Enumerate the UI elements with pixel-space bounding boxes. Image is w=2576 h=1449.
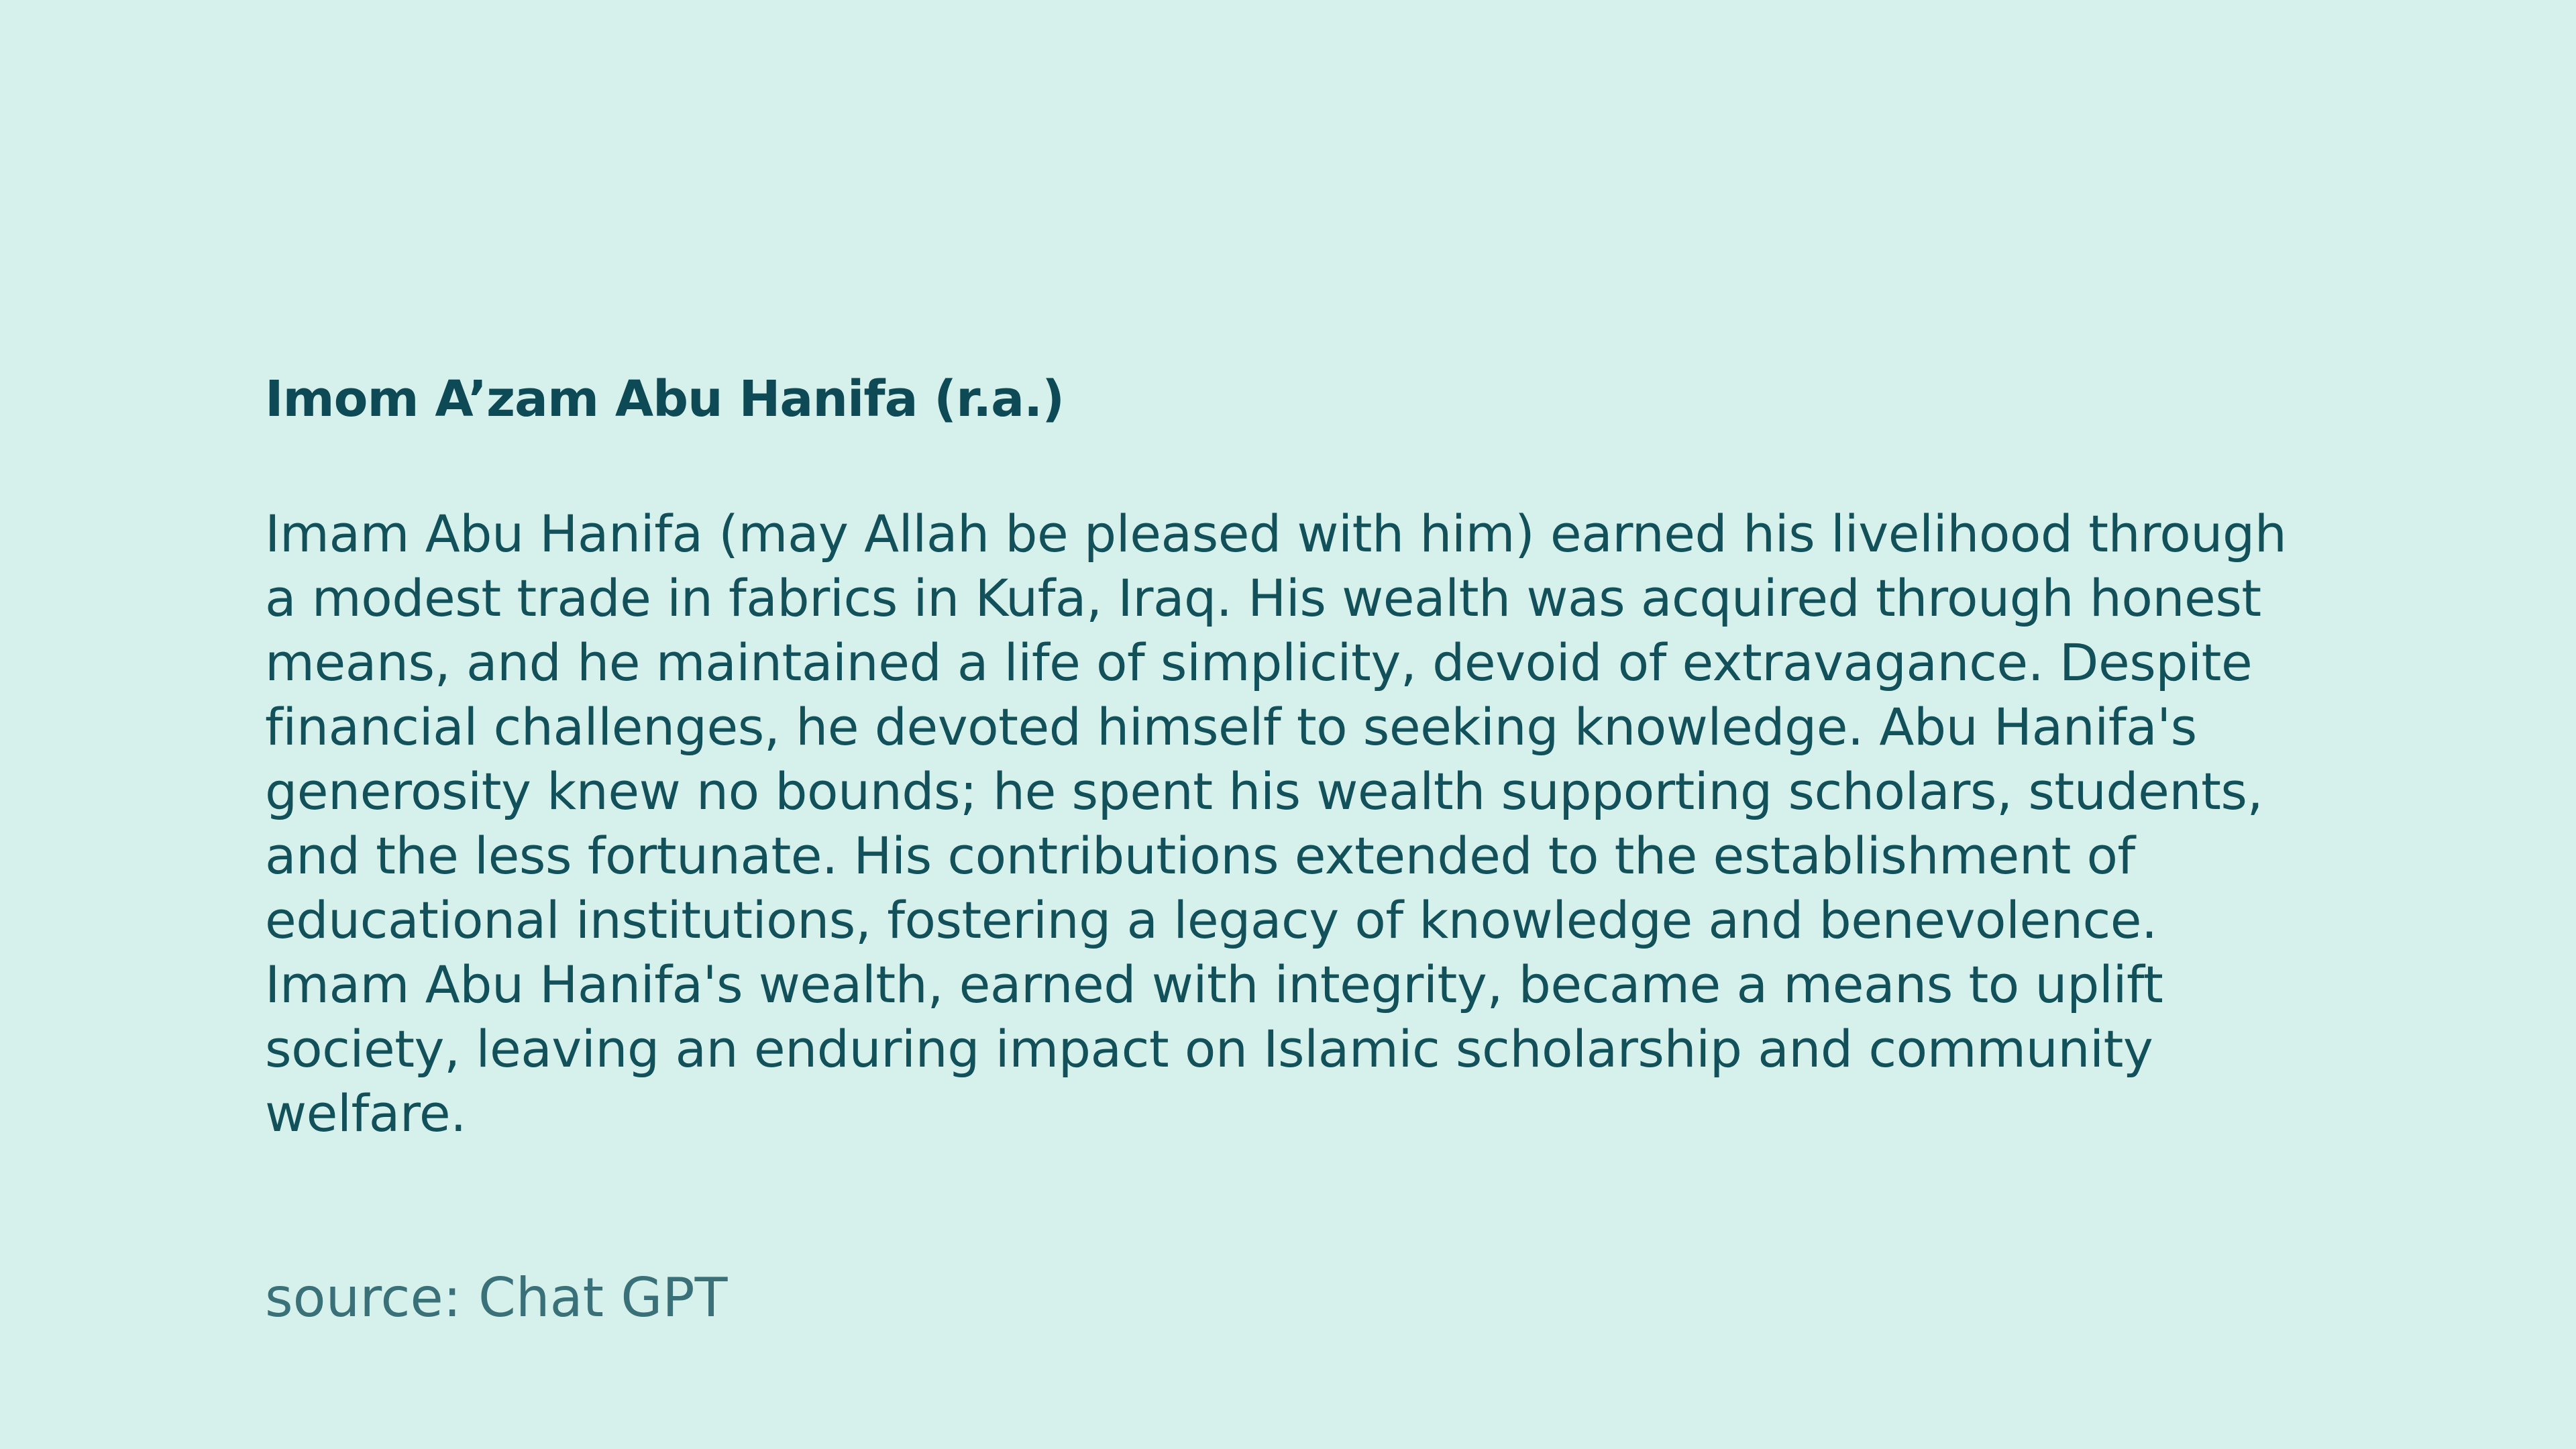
source-attribution: source: Chat GPT xyxy=(265,1267,728,1329)
document-body-paragraph: Imam Abu Hanifa (may Allah be pleased with him) earned his livelihood through a modest trade in fabrics in Kufa, Iraq. His wealth was acquired through honest means, and he maintained a life of simplicity, devoid of extravagance. Despite financial challenges, he devoted himself to seeking knowledge. Abu Hanifa's generosity knew no bounds; he spent his wealth supporting scholars, students, and the less fortunate. His contributions extended to the establishment of educational institutions, fostering a legacy of knowledge and benevolence. Imam Abu Hanifa's wealth, earned with integrity, became a means to uplift society, leaving an enduring impact on Islamic scholarship and community welfare. xyxy=(265,504,2287,1143)
document-title: Imom A’zam Abu Hanifa (r.a.) xyxy=(265,370,1065,428)
